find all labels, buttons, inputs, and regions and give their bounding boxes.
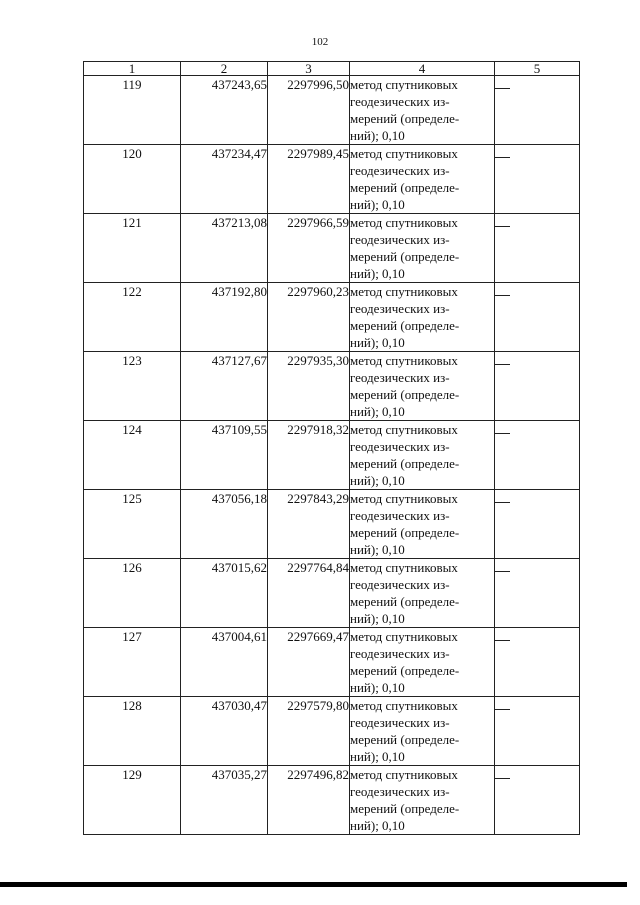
coordinate-x-cell — [181, 766, 268, 835]
dash-mark — [495, 640, 510, 641]
dash-mark — [495, 502, 510, 503]
method-line: метод спутниковых — [350, 353, 458, 368]
column-header: 4 — [350, 62, 495, 76]
coordinate-y: 2297669,47 — [287, 629, 349, 644]
coordinate-x-cell — [181, 214, 268, 283]
extra-cell — [495, 766, 580, 835]
extra-cell — [495, 352, 580, 421]
dash-mark — [495, 157, 510, 158]
coordinate-x: 437056,18 — [211, 491, 267, 506]
method-line: мерений (определе- — [350, 732, 460, 747]
method-line: ний); 0,10 — [350, 611, 405, 626]
dash-mark — [495, 571, 510, 572]
coordinate-x-cell — [181, 352, 268, 421]
table-row — [84, 76, 580, 145]
method-line: геодезических из- — [350, 508, 450, 523]
method-line: ний); 0,10 — [350, 266, 405, 281]
method-line: метод спутниковых — [350, 422, 458, 437]
coordinate-y: 2297935,30 — [287, 353, 349, 368]
coordinate-x: 437015,62 — [211, 560, 267, 575]
coordinate-y-cell — [268, 352, 350, 421]
table-row — [84, 697, 580, 766]
coordinate-y: 2297579,80 — [287, 698, 349, 713]
method-line: метод спутниковых — [350, 698, 458, 713]
column-header: 3 — [268, 62, 350, 76]
point-number-cell — [84, 352, 181, 421]
method-line: мерений (определе- — [350, 249, 460, 264]
table-row — [84, 766, 580, 835]
coordinate-y: 2297496,82 — [287, 767, 349, 782]
method-line: ний); 0,10 — [350, 473, 405, 488]
method-cell — [350, 697, 495, 766]
coordinate-y-cell — [268, 283, 350, 352]
coordinates-table — [83, 61, 580, 835]
method-line: мерений (определе- — [350, 525, 460, 540]
dash-mark — [495, 88, 510, 89]
column-header: 5 — [495, 62, 580, 76]
coordinate-y-cell — [268, 490, 350, 559]
coordinate-x: 437243,65 — [211, 77, 267, 92]
extra-cell — [495, 214, 580, 283]
method-line: геодезических из- — [350, 94, 450, 109]
point-number-cell — [84, 145, 181, 214]
method-line: геодезических из- — [350, 232, 450, 247]
coordinate-x-cell — [181, 76, 268, 145]
method-line: ний); 0,10 — [350, 818, 405, 833]
coordinate-y: 2297764,84 — [287, 560, 349, 575]
table-row — [84, 145, 580, 214]
method-line: ний); 0,10 — [350, 335, 405, 350]
method-line: геодезических из- — [350, 646, 450, 661]
method-line: метод спутниковых — [350, 284, 458, 299]
point-number: 122 — [122, 284, 142, 299]
dash-mark — [495, 295, 510, 296]
coordinate-y: 2297996,50 — [287, 77, 349, 92]
coordinate-x-cell — [181, 559, 268, 628]
coordinate-y-cell — [268, 766, 350, 835]
method-line: мерений (определе- — [350, 663, 460, 678]
coordinate-y: 2297966,59 — [287, 215, 349, 230]
method-line: ний); 0,10 — [350, 197, 405, 212]
coordinate-y-cell — [268, 559, 350, 628]
method-line: геодезических из- — [350, 784, 450, 799]
table-row — [84, 421, 580, 490]
point-number: 125 — [122, 491, 142, 506]
method-line: метод спутниковых — [350, 491, 458, 506]
table-row — [84, 628, 580, 697]
table-row — [84, 559, 580, 628]
method-line: геодезических из- — [350, 163, 450, 178]
coordinate-y: 2297960,23 — [287, 284, 349, 299]
method-line: мерений (определе- — [350, 594, 460, 609]
point-number-cell — [84, 421, 181, 490]
point-number: 119 — [122, 77, 142, 92]
point-number-cell — [84, 214, 181, 283]
point-number: 128 — [122, 698, 142, 713]
column-header: 1 — [84, 62, 181, 76]
dash-mark — [495, 709, 510, 710]
coordinate-x: 437213,08 — [211, 215, 267, 230]
coordinate-y-cell — [268, 76, 350, 145]
method-line: метод спутниковых — [350, 215, 458, 230]
method-line: метод спутниковых — [350, 146, 458, 161]
extra-cell — [495, 76, 580, 145]
table-row — [84, 214, 580, 283]
coordinate-y-cell — [268, 628, 350, 697]
method-line: мерений (определе- — [350, 801, 460, 816]
method-cell — [350, 559, 495, 628]
dash-mark — [495, 226, 510, 227]
extra-cell — [495, 490, 580, 559]
point-number: 129 — [122, 767, 142, 782]
point-number-cell — [84, 559, 181, 628]
coordinate-y-cell — [268, 421, 350, 490]
point-number-cell — [84, 76, 181, 145]
point-number: 120 — [122, 146, 142, 161]
method-line: метод спутниковых — [350, 77, 458, 92]
point-number: 123 — [122, 353, 142, 368]
point-number: 121 — [122, 215, 142, 230]
method-line: мерений (определе- — [350, 111, 460, 126]
method-line: геодезических из- — [350, 370, 450, 385]
coordinate-x: 437109,55 — [211, 422, 267, 437]
table-row — [84, 283, 580, 352]
coordinate-x: 437030,47 — [211, 698, 267, 713]
point-number-cell — [84, 283, 181, 352]
method-line: геодезических из- — [350, 715, 450, 730]
coordinate-x-cell — [181, 628, 268, 697]
method-line: геодезических из- — [350, 439, 450, 454]
method-cell — [350, 628, 495, 697]
coordinate-x: 437035,27 — [211, 767, 267, 782]
table-row — [84, 352, 580, 421]
method-line: мерений (определе- — [350, 180, 460, 195]
coordinate-y-cell — [268, 697, 350, 766]
coordinate-y: 2297989,45 — [287, 146, 349, 161]
method-line: мерений (определе- — [350, 318, 460, 333]
page-number: 102 — [311, 36, 329, 48]
method-line: метод спутниковых — [350, 767, 458, 782]
method-line: ний); 0,10 — [350, 404, 405, 419]
extra-cell — [495, 628, 580, 697]
point-number: 126 — [122, 560, 142, 575]
coordinate-x-cell — [181, 421, 268, 490]
coordinate-y: 2297918,32 — [287, 422, 349, 437]
table-header-row — [84, 62, 580, 76]
method-cell — [350, 421, 495, 490]
coordinate-x-cell — [181, 697, 268, 766]
coordinate-x-cell — [181, 490, 268, 559]
point-number: 127 — [122, 629, 142, 644]
column-header: 2 — [181, 62, 268, 76]
method-line: ний); 0,10 — [350, 749, 405, 764]
point-number-cell — [84, 697, 181, 766]
extra-cell — [495, 283, 580, 352]
dash-mark — [495, 364, 510, 365]
method-cell — [350, 145, 495, 214]
extra-cell — [495, 697, 580, 766]
method-cell — [350, 76, 495, 145]
point-number-cell — [84, 628, 181, 697]
point-number-cell — [84, 490, 181, 559]
coordinate-y: 2297843,29 — [287, 491, 349, 506]
coordinate-y-cell — [268, 145, 350, 214]
coordinate-x-cell — [181, 145, 268, 214]
coordinate-x: 437192,80 — [211, 284, 267, 299]
method-cell — [350, 283, 495, 352]
extra-cell — [495, 145, 580, 214]
dash-mark — [495, 433, 510, 434]
method-line: геодезических из- — [350, 577, 450, 592]
method-line: геодезических из- — [350, 301, 450, 316]
method-line: метод спутниковых — [350, 560, 458, 575]
method-line: ний); 0,10 — [350, 680, 405, 695]
method-line: ний); 0,10 — [350, 128, 405, 143]
table-row — [84, 490, 580, 559]
method-line: ний); 0,10 — [350, 542, 405, 557]
method-cell — [350, 214, 495, 283]
extra-cell — [495, 559, 580, 628]
bottom-rule — [0, 882, 627, 887]
method-line: мерений (определе- — [350, 387, 460, 402]
coordinate-x: 437127,67 — [211, 353, 267, 368]
method-cell — [350, 766, 495, 835]
coordinate-x: 437004,61 — [211, 629, 267, 644]
coordinate-y-cell — [268, 214, 350, 283]
coordinate-x-cell — [181, 283, 268, 352]
point-number-cell — [84, 766, 181, 835]
method-line: метод спутниковых — [350, 629, 458, 644]
method-cell — [350, 352, 495, 421]
point-number: 124 — [122, 422, 142, 437]
coordinate-x: 437234,47 — [211, 146, 267, 161]
extra-cell — [495, 421, 580, 490]
dash-mark — [495, 778, 510, 779]
method-cell — [350, 490, 495, 559]
method-line: мерений (определе- — [350, 456, 460, 471]
